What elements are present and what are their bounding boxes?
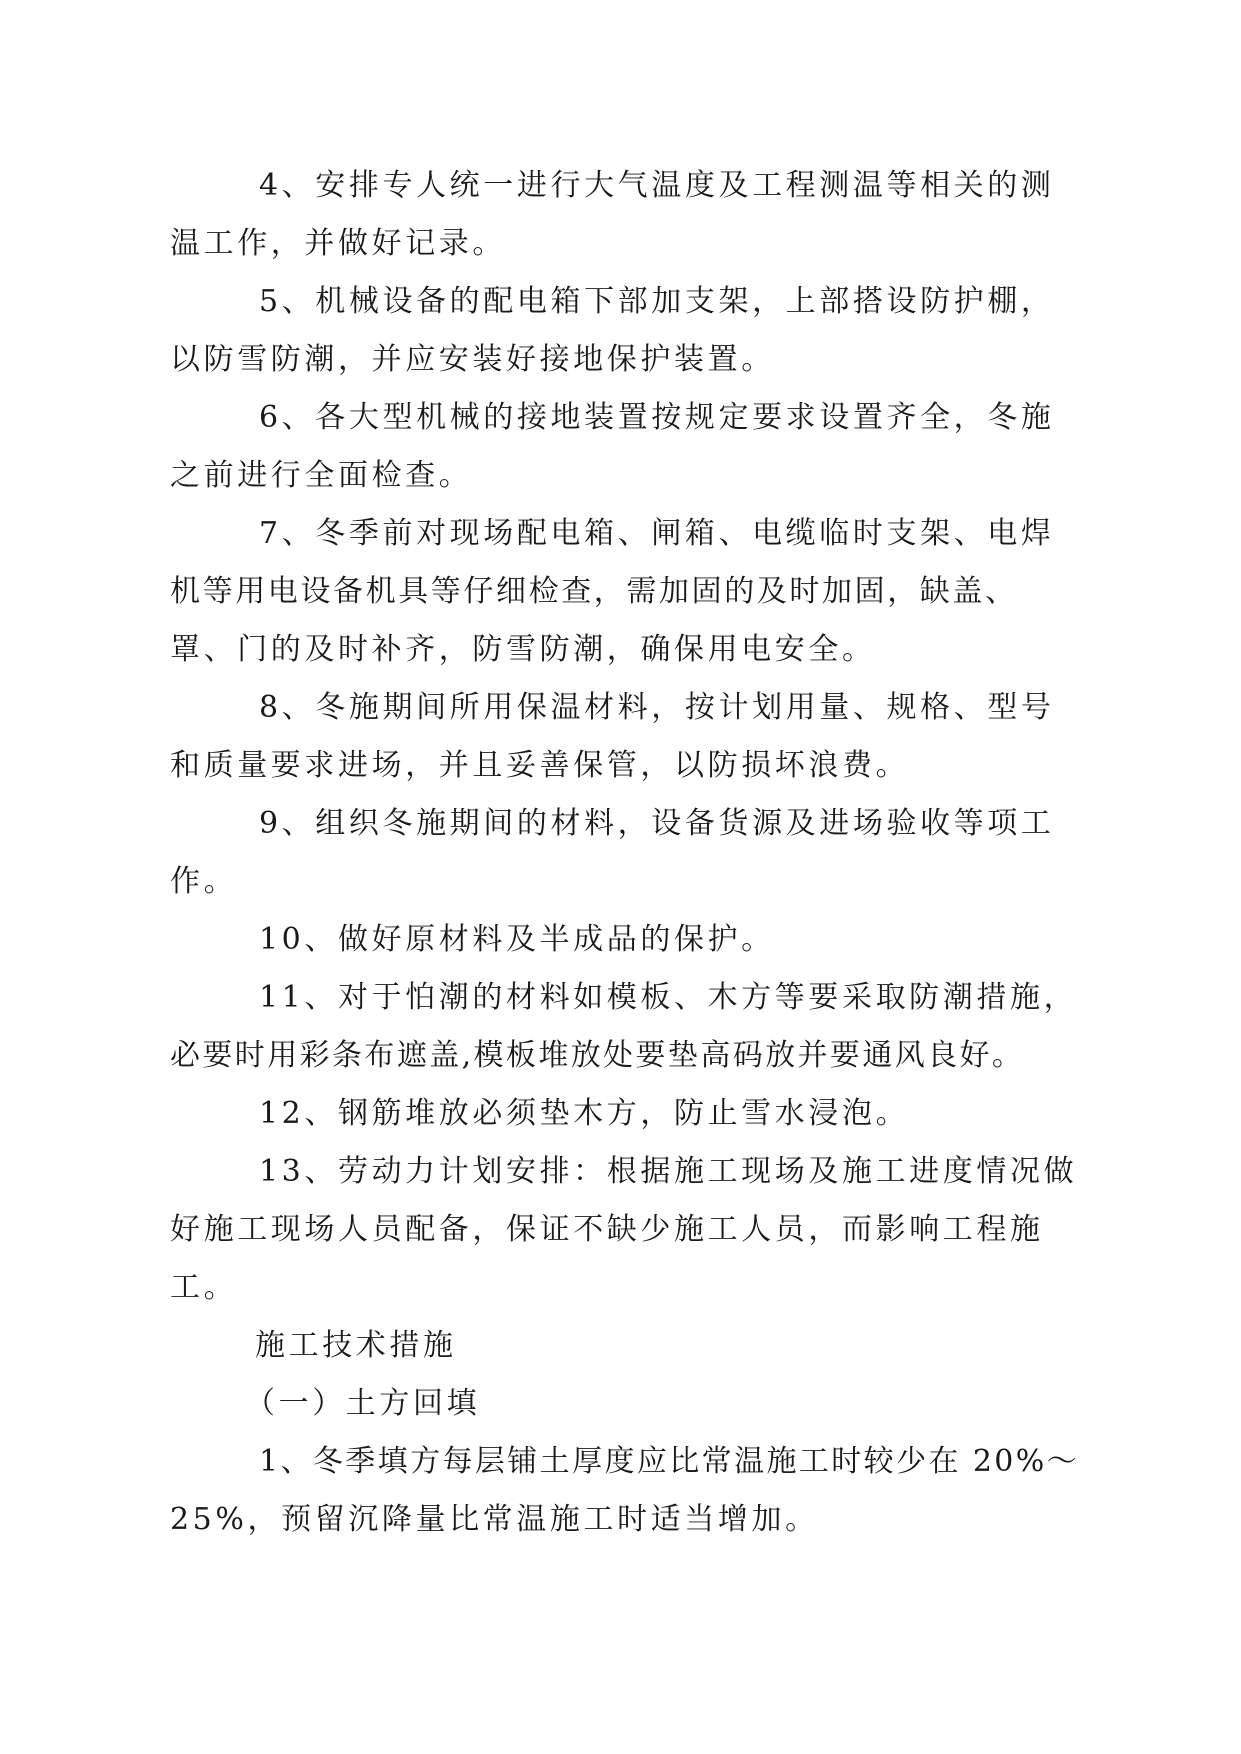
- text-line: 和质量要求进场，并且妥善保管，以防损坏浪费。: [170, 748, 910, 783]
- paragraph-4: [170, 157, 1059, 273]
- paragraph-13: [170, 1143, 1078, 1317]
- text-line: 6、各大型机械的接地装置按规定要求设置齐全，冬施: [259, 400, 1055, 435]
- text-line: 10、做好原材料及半成品的保护。: [259, 922, 775, 957]
- paragraph-12: [189, 1085, 1059, 1143]
- paragraph-7: [170, 505, 1059, 679]
- text-line: 好施工现场人员配备，保证不缺少施工人员，而影响工程施: [170, 1212, 1044, 1247]
- text-line: 12、钢筋堆放必须垫木方，防止雪水浸泡。: [259, 1096, 910, 1131]
- text-line: 11、对于怕潮的材料如模板、木方等要采取防潮措施，: [259, 980, 1078, 1015]
- sub-heading: （一）土方回填: [245, 1386, 481, 1421]
- paragraph-8: [170, 679, 1059, 795]
- text-line: 工。: [170, 1270, 238, 1305]
- paragraph-earthwork-1: [170, 1433, 1080, 1549]
- text-line: 罩、门的及时补齐，防雪防潮，确保用电安全。: [170, 632, 876, 667]
- text-line: 之前进行全面检查。: [170, 458, 473, 493]
- text-line: 4、安排专人统一进行大气温度及工程测温等相关的测: [259, 168, 1055, 203]
- paragraph-5: [170, 273, 1059, 389]
- text-line: 13、劳动力计划安排：根据施工现场及施工进度情况做: [259, 1154, 1078, 1189]
- paragraph-9: [170, 795, 1059, 911]
- paragraph-10: [189, 911, 1059, 969]
- text-line: 8、冬施期间所用保温材料，按计划用量、规格、型号: [259, 690, 1055, 725]
- text-line: 温工作，并做好记录。: [170, 226, 506, 261]
- text-line: 作。: [170, 864, 238, 899]
- paragraph-11: [170, 969, 1078, 1085]
- text-line: 1、冬季填方每层铺土厚度应比常温施工时较少在 20%～: [259, 1444, 1080, 1479]
- text-line: 25%，预留沉降量比常温施工时适当增加。: [170, 1502, 819, 1537]
- text-line: 必要时用彩条布遮盖,模板堆放处要垫高码放并要通风良好。: [170, 1038, 1025, 1073]
- document-body: [170, 157, 1080, 1549]
- paragraph-6: [170, 389, 1059, 505]
- section-heading: 施工技术措施: [255, 1328, 457, 1363]
- text-line: 9、组织冬施期间的材料，设备货源及进场验收等项工: [259, 806, 1055, 841]
- text-line: 机等用电设备机具等仔细检查，需加固的及时加固，缺盖、: [170, 574, 1018, 609]
- text-line: 5、机械设备的配电箱下部加支架，上部搭设防护棚，: [259, 284, 1055, 319]
- text-line: 以防雪防潮，并应安装好接地保护装置。: [170, 342, 775, 377]
- text-line: 7、冬季前对现场配电箱、闸箱、电缆临时支架、电焊: [259, 516, 1055, 551]
